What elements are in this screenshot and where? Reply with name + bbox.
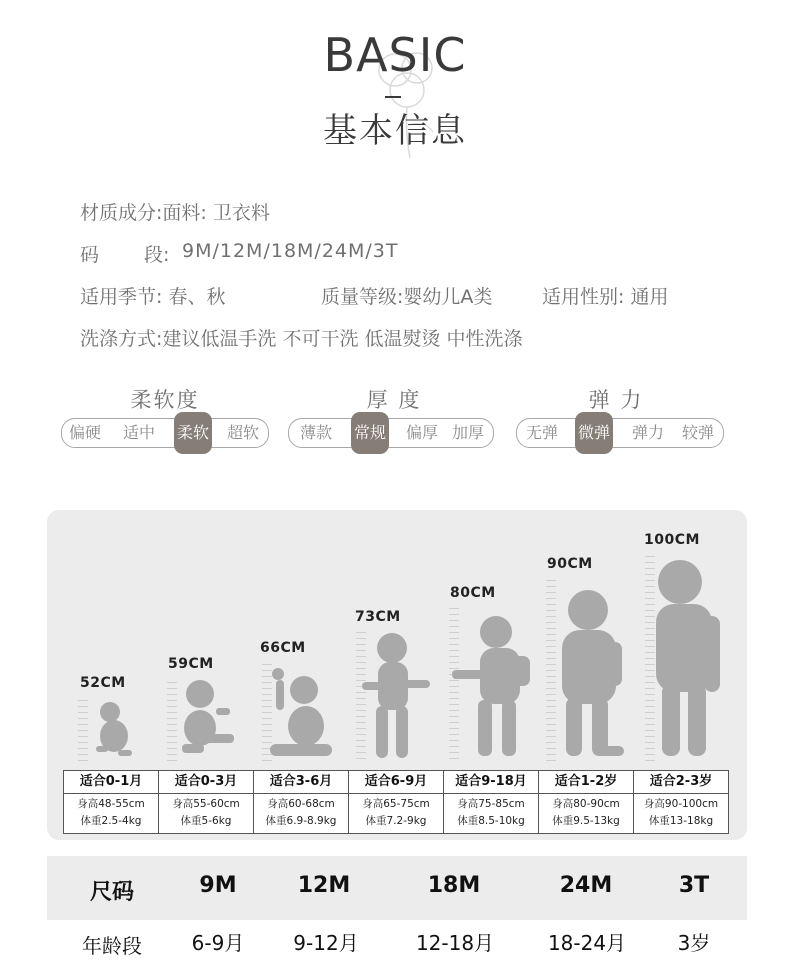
growth-weight-range: 体重2.5-4kg <box>80 815 142 827</box>
growth-weight-range: 体重5-6kg <box>180 815 232 827</box>
info-size-sep: 段: <box>144 244 170 266</box>
growth-size-cell <box>64 771 159 833</box>
size-table-age: 9-12月 <box>293 931 359 955</box>
rating-thickness-title: 厚 度 <box>366 388 422 412</box>
growth-age-label: 适合0-1月 <box>64 771 158 794</box>
size-table-size: 24M <box>559 873 613 898</box>
rating-softness-title: 柔软度 <box>130 388 200 412</box>
rating-softness-scale <box>61 418 269 448</box>
rating-option: 较弹 <box>681 423 714 442</box>
growth-age-label: 适合0-3月 <box>159 771 253 794</box>
growth-height-range: 身高90-100cm <box>643 798 719 810</box>
growth-size-cell <box>634 771 728 833</box>
size-table-age: 12-18月 <box>415 931 495 955</box>
growth-age-label: 适合6-9月 <box>349 771 443 794</box>
header-divider <box>385 96 401 98</box>
rating-option: 适中 <box>122 423 155 442</box>
growth-weight-range: 体重6.9-8.9kg <box>265 815 337 827</box>
growth-size-cell <box>254 771 349 833</box>
header-title-en: BASIC <box>323 28 467 82</box>
rating-option: 超软 <box>226 423 259 442</box>
rating-option-selected: 常规 <box>351 412 389 454</box>
growth-weight-range: 体重9.5-13kg <box>552 815 620 827</box>
height-label: 66CM <box>260 640 306 656</box>
rating-option: 加厚 <box>451 423 484 442</box>
growth-age-label: 适合9-18月 <box>444 771 538 794</box>
info-season: 适用季节: 春、秋 <box>80 286 226 308</box>
info-size-values: 9M/12M/18M/24M/3T <box>182 240 399 262</box>
growth-height-range: 身高48-55cm <box>77 798 145 810</box>
height-label: 80CM <box>450 585 496 601</box>
size-table-age: 18-24月 <box>547 931 627 955</box>
rating-option: 薄款 <box>299 423 332 442</box>
growth-height-range: 身高55-60cm <box>172 798 240 810</box>
size-table-size: 9M <box>199 873 237 898</box>
height-label: 59CM <box>168 656 214 672</box>
growth-age-label: 适合2-3岁 <box>634 771 728 794</box>
height-label: 73CM <box>355 609 401 625</box>
growth-weight-range: 体重7.2-9kg <box>365 815 427 827</box>
growth-age-label: 适合3-6月 <box>254 771 348 794</box>
growth-size-cell <box>444 771 539 833</box>
rating-thickness-scale <box>288 418 494 448</box>
rating-option: 偏硬 <box>68 423 101 442</box>
height-label: 100CM <box>644 532 700 548</box>
growth-height-range: 身高80-90cm <box>552 798 620 810</box>
size-table-age: 6-9月 <box>191 931 245 955</box>
info-gender: 适用性别: 通用 <box>542 286 669 308</box>
info-washing: 洗涤方式:建议低温手洗 不可干洗 低温熨烫 中性洗涤 <box>80 328 523 350</box>
sitting-infant-silhouette-icon <box>176 678 238 762</box>
info-material: 材质成分:面料: 卫衣料 <box>80 202 270 224</box>
growth-height-range: 身高75-85cm <box>457 798 525 810</box>
info-size-label: 码 <box>80 244 100 266</box>
height-label: 52CM <box>80 675 126 691</box>
growth-size-table <box>63 770 729 834</box>
size-table-age-label: 年龄段 <box>82 934 142 958</box>
growth-height-range: 身高65-75cm <box>362 798 430 810</box>
info-quality: 质量等级:婴幼儿A类 <box>321 286 493 308</box>
size-table-size: 12M <box>297 873 351 898</box>
size-table-head-label: 尺码 <box>89 880 134 905</box>
toddler-silhouette-icon <box>552 586 632 762</box>
growth-size-cell <box>159 771 254 833</box>
height-label: 90CM <box>547 556 593 572</box>
sitting-baby-toy-silhouette-icon <box>266 660 336 762</box>
size-table-age: 3岁 <box>677 931 711 955</box>
rating-option-selected: 微弹 <box>575 412 613 454</box>
growth-size-cell <box>539 771 634 833</box>
rating-elasticity-title: 弹 力 <box>588 388 644 412</box>
size-table-size: 3T <box>678 873 710 898</box>
height-ruler <box>78 700 88 762</box>
size-table-size: 18M <box>427 873 481 898</box>
growth-weight-range: 体重13-18kg <box>648 815 714 827</box>
growth-size-cell <box>349 771 444 833</box>
rating-option-selected: 柔软 <box>174 412 212 454</box>
growth-age-label: 适合1-2岁 <box>539 771 633 794</box>
rating-option: 弹力 <box>631 423 664 442</box>
growth-height-range: 身高60-68cm <box>267 798 335 810</box>
standing-baby-silhouette-icon <box>362 630 434 762</box>
header-title-cn: 基本信息 <box>323 111 467 151</box>
growth-weight-range: 体重8.5-10kg <box>457 815 525 827</box>
rating-option: 偏厚 <box>405 423 438 442</box>
newborn-silhouette-icon <box>88 698 136 762</box>
walking-toddler-silhouette-icon <box>452 612 532 762</box>
rating-elasticity-scale <box>516 418 724 448</box>
child-silhouette-icon <box>648 554 724 762</box>
rating-option: 无弹 <box>525 423 558 442</box>
